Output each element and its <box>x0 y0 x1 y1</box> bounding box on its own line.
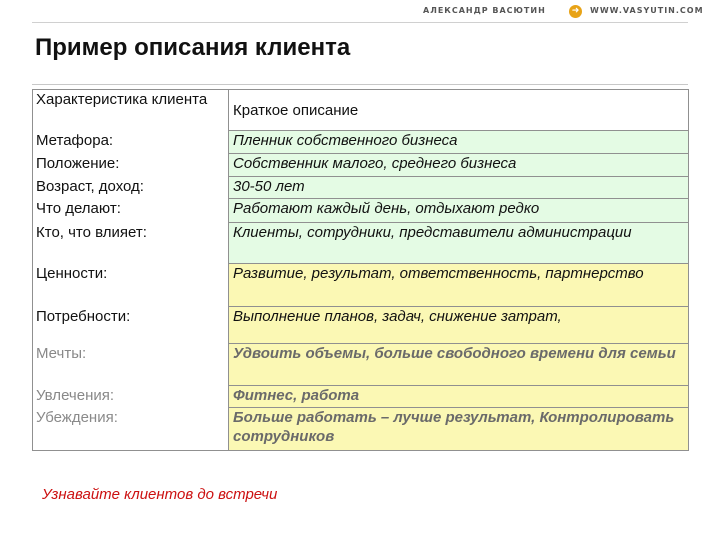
row-value: Удвоить объемы, больше свободного времени для семьи <box>229 344 689 386</box>
table-header-row <box>33 90 689 131</box>
row-value: Выполнение планов, задач, снижение затрат, <box>229 307 689 344</box>
arrow-logo-icon: ➜ <box>569 5 582 18</box>
row-label: Потребности: <box>33 307 229 344</box>
row-label: Положение: <box>33 154 229 177</box>
row-label: Метафора: <box>33 131 229 154</box>
row-label: Убеждения: <box>33 408 229 451</box>
row-label: Мечты: <box>33 344 229 386</box>
brand-url[interactable]: WWW.VASYUTIN.COM <box>590 6 704 15</box>
brand-name: АЛЕКСАНДР ВАСЮТИН <box>423 6 546 15</box>
row-value: Развитие, результат, ответственность, партнерство <box>229 264 689 307</box>
footer-note: Узнавайте клиентов до встречи <box>42 486 278 503</box>
row-label: Что делают: <box>33 199 229 223</box>
row-value: Собственник малого, среднего бизнеса <box>229 154 689 177</box>
row-value: Клиенты, сотрудники, представители администрации <box>229 223 689 264</box>
row-value: 30-50 лет <box>229 177 689 199</box>
row-value: Пленник собственного бизнеса <box>229 131 689 154</box>
row-value: Работают каждый день, отдыхают редко <box>229 199 689 223</box>
title-divider <box>32 84 688 85</box>
table-row <box>33 199 689 223</box>
table-row <box>33 154 689 177</box>
table-row <box>33 177 689 199</box>
row-value: Больше работать – лучше результат, Контролировать сотрудников <box>229 408 689 451</box>
client-profile-table <box>32 89 689 451</box>
table-row <box>33 386 689 408</box>
brand-header <box>420 6 704 18</box>
header-description: Краткое описание <box>229 90 689 131</box>
top-divider <box>32 22 688 23</box>
row-label: Увлечения: <box>33 386 229 408</box>
header-characteristic: Характеристика клиента <box>33 90 229 131</box>
table-row <box>33 223 689 264</box>
row-label: Кто, что влияет: <box>33 223 229 264</box>
table-row <box>33 131 689 154</box>
table-row <box>33 344 689 386</box>
table-row <box>33 307 689 344</box>
row-value: Фитнес, работа <box>229 386 689 408</box>
table-row <box>33 264 689 307</box>
table-row <box>33 408 689 451</box>
row-label: Ценности: <box>33 264 229 307</box>
page-title: Пример описания клиента <box>35 34 351 61</box>
row-label: Возраст, доход: <box>33 177 229 199</box>
